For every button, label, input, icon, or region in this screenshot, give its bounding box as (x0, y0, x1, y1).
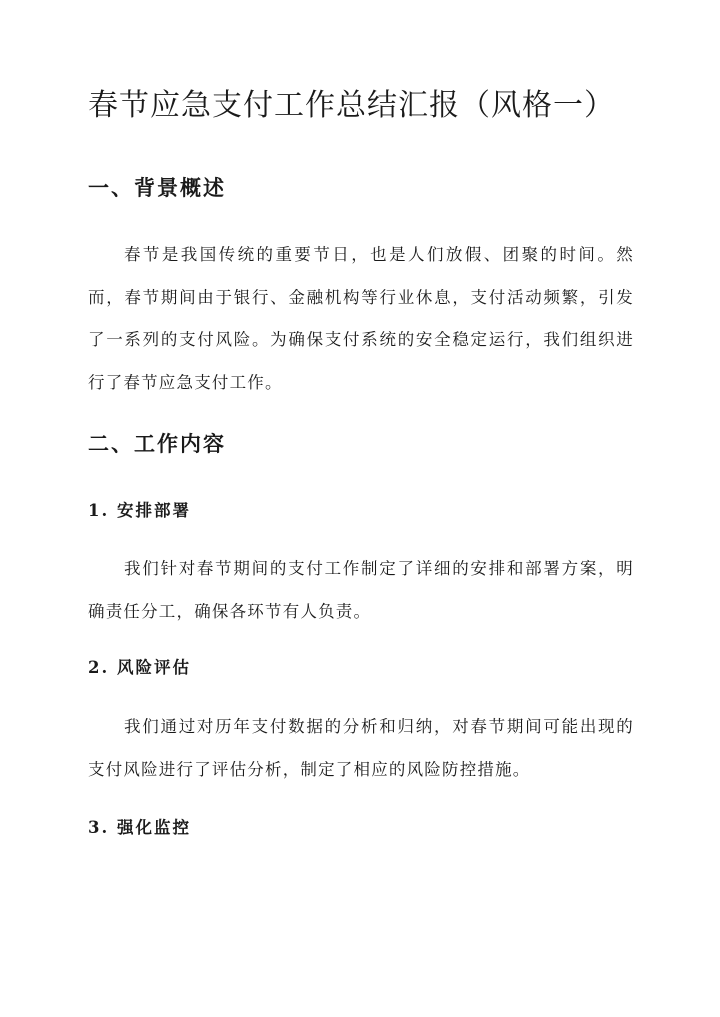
subsection-heading-arrangement: 1. 安排部署 (88, 501, 191, 520)
section-heading-work-content: 二、工作内容 (88, 431, 226, 456)
subsection-heading-risk-assessment: 2. 风险评估 (88, 658, 191, 677)
risk-assessment-paragraph: 我们通过对历年支付数据的分析和归纳，对春节期间可能出现的支付风险进行了评估分析，制定了相应的风险防控措施。 (88, 717, 634, 779)
subsection-heading-monitoring: 3. 强化监控 (88, 818, 191, 837)
document-title: 春节应急支付工作总结汇报（风格一） (88, 88, 615, 123)
arrangement-paragraph: 我们针对春节期间的支付工作制定了详细的安排和部署方案，明确责任分工，确保各环节有人负责。 (88, 559, 634, 621)
background-paragraph: 春节是我国传统的重要节日，也是人们放假、团聚的时间。然而，春节期间由于银行、金融机构等行业休息，支付活动频繁，引发了一系列的支付风险。为确保支付系统的安全稳定运行，我们组织进行了春节应急支付工作。 (88, 245, 634, 392)
section-heading-background: 一、背景概述 (88, 175, 226, 200)
